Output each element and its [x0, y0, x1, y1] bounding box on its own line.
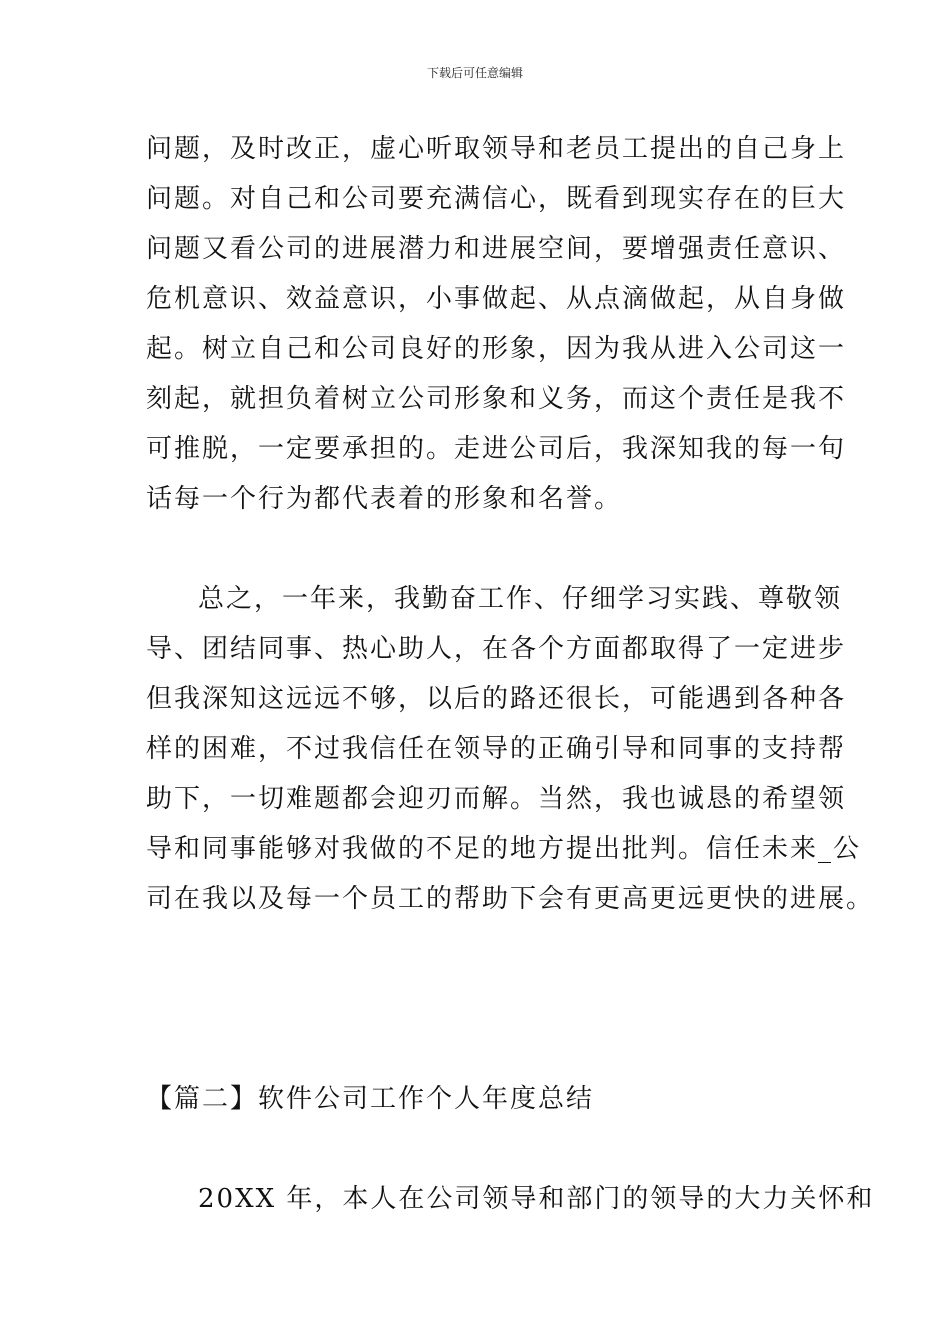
paragraph-line: 可推脱，一定要承担的。走进公司后，我深知我的每一句	[146, 434, 847, 464]
paragraph-line: 问题，及时改正，虚心听取领导和老员工提出的自己身上	[146, 134, 847, 164]
paragraph-line: 问题又看公司的进展潜力和进展空间，要增强责任意识、	[146, 234, 847, 264]
paragraph-line: 样的困难，不过我信任在领导的正确引导和同事的支持帮	[146, 734, 847, 764]
paragraph-line: 总之，一年来，我勤奋工作、仔细学习实践、尊敬领	[198, 584, 843, 614]
paragraph-line: 话每一个行为都代表着的形象和名誉。	[146, 484, 623, 514]
paragraph-line: 导、团结同事、热心助人，在各个方面都取得了一定进步	[146, 634, 847, 664]
paragraph-line: 起。树立自己和公司良好的形象，因为我从进入公司这一	[146, 334, 847, 364]
paragraph-line: 导和同事能够对我做的不足的地方提出批判。信任未来_公	[146, 834, 862, 864]
paragraph-line: 但我深知这远远不够，以后的路还很长，可能遇到各种各	[146, 684, 847, 714]
section-heading: 【篇二】软件公司工作个人年度总结	[146, 1084, 595, 1114]
paragraph-line: 司在我以及每一个员工的帮助下会有更高更远更快的进展。	[146, 884, 875, 914]
paragraph-line: 刻起，就担负着树立公司形象和义务，而这个责任是我不	[146, 384, 847, 414]
paragraph-line: 危机意识、效益意识，小事做起、从点滴做起，从自身做	[146, 284, 847, 314]
paragraph-line: 20XX 年，本人在公司领导和部门的领导的大力关怀和	[198, 1184, 875, 1214]
paragraph-line: 问题。对自己和公司要充满信心，既看到现实存在的巨大	[146, 184, 847, 214]
paragraph-line: 助下，一切难题都会迎刃而解。当然，我也诚恳的希望领	[146, 784, 847, 814]
header-note: 下载后可任意编辑	[426, 66, 523, 80]
